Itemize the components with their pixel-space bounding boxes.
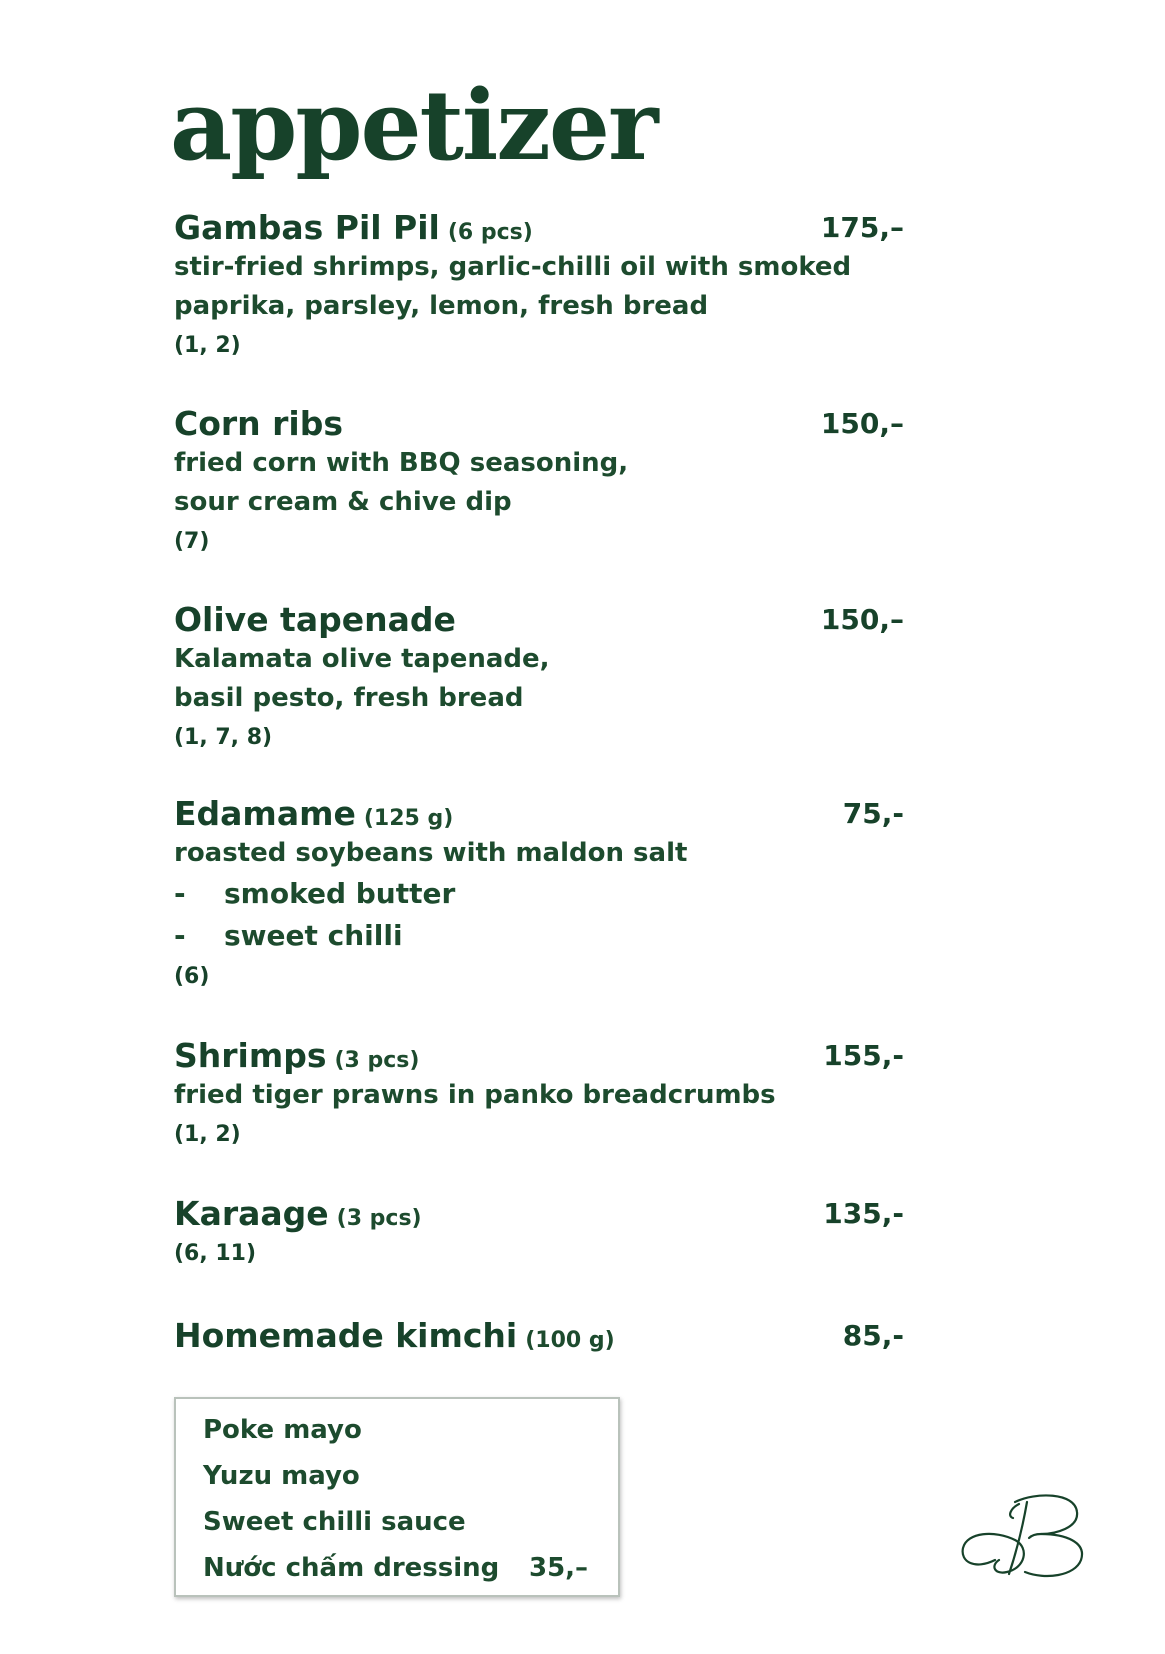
sauce-item-last	[203, 1545, 618, 1591]
option-bullet	[174, 873, 904, 915]
menu-item-header	[174, 208, 904, 248]
item-allergens: (7)	[174, 529, 210, 554]
item-price: 150,–	[820, 407, 904, 440]
item-price: 135,-	[823, 1197, 904, 1230]
dash-icon: -	[174, 877, 186, 910]
menu-item	[174, 794, 904, 997]
menu-item-header	[174, 794, 904, 834]
item-description-line: fried corn with BBQ seasoning,	[174, 448, 629, 478]
sauce-item: Yuzu mayo	[203, 1461, 360, 1491]
item-name: Karaage	[174, 1194, 329, 1233]
b-monogram-icon	[955, 1490, 1090, 1580]
menu-item	[174, 208, 904, 366]
item-quantity: (3 pcs)	[334, 1048, 420, 1073]
menu-item-header	[174, 404, 904, 444]
sauce-item: Poke mayo	[203, 1415, 362, 1445]
item-name: Corn ribs	[174, 404, 343, 443]
menu-item	[174, 1316, 904, 1356]
item-description-line: paprika, parsley, lemon, fresh bread	[174, 291, 709, 321]
item-quantity: (3 pcs)	[336, 1206, 422, 1231]
dash-icon: -	[174, 919, 186, 952]
option-label: smoked butter	[224, 877, 456, 910]
menu-item	[174, 1194, 904, 1274]
item-description-line: sour cream & chive dip	[174, 487, 512, 517]
item-name: Shrimps	[174, 1036, 327, 1075]
item-allergens: (6, 11)	[174, 1241, 257, 1266]
option-bullet	[174, 915, 904, 957]
item-price: 75,-	[842, 797, 904, 830]
item-description-line: stir-fried shrimps, garlic-chilli oil with smoked	[174, 252, 852, 282]
item-name: Homemade kimchi	[174, 1316, 518, 1355]
sauce-label: Nước chấm dressing	[203, 1553, 500, 1583]
item-quantity: (100 g)	[525, 1328, 615, 1353]
menu-item	[174, 600, 904, 758]
item-allergens: (1, 2)	[174, 1122, 241, 1147]
item-price: 150,–	[820, 603, 904, 636]
item-price: 175,–	[820, 211, 904, 244]
item-allergens: (1, 2)	[174, 333, 241, 358]
menu-item	[174, 404, 904, 562]
item-allergens: (6)	[174, 964, 210, 989]
menu-item	[174, 1036, 904, 1155]
item-description-line: roasted soybeans with maldon salt	[174, 838, 688, 868]
item-quantity: (6 pcs)	[447, 220, 533, 245]
menu-item-header	[174, 1316, 904, 1356]
sauce-item: Sweet chilli sauce	[203, 1507, 466, 1537]
menu-item-header	[174, 600, 904, 640]
menu-item-header	[174, 1036, 904, 1076]
item-name: Edamame	[174, 794, 356, 833]
sauces-box	[174, 1397, 620, 1597]
item-description-line: basil pesto, fresh bread	[174, 683, 524, 713]
menu-item-header	[174, 1194, 904, 1234]
item-price: 155,-	[823, 1039, 904, 1072]
item-allergens: (1, 7, 8)	[174, 725, 273, 750]
item-description-line: fried tiger prawns in panko breadcrumbs	[174, 1080, 776, 1110]
item-price: 85,-	[842, 1319, 904, 1352]
sauce-price: 35,–	[529, 1553, 589, 1583]
option-label: sweet chilli	[224, 919, 403, 952]
item-name: Olive tapenade	[174, 600, 456, 639]
item-name: Gambas Pil Pil	[174, 208, 440, 247]
item-quantity: (125 g)	[363, 806, 454, 831]
page-title: appetizer	[170, 69, 657, 182]
item-description-line: Kalamata olive tapenade,	[174, 644, 550, 674]
